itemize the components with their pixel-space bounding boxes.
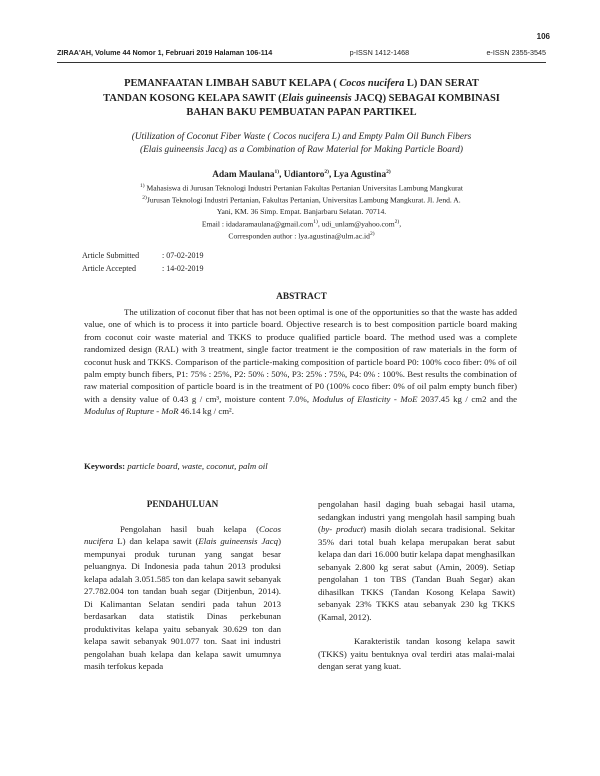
right-column bbox=[318, 498, 515, 673]
issn-print: p-ISSN 1412-1468 bbox=[349, 48, 410, 57]
submitted-row: Article Submitted : 07-02-2019 bbox=[82, 251, 204, 260]
affiliation-1: $^{1)}$ Mahasiswa di Jurusan Teknologi Industri Pertanian Fakultas Pertanian Universitas Lambung Mangkurat bbox=[139, 183, 463, 193]
email-line: Email : idadaramaulana@gmail.com$^{1)}$, udi_unlam@yahoo.com$^{2)}$, bbox=[201, 219, 402, 229]
intro-paragraph-1-cont: pengolahan hasil daging buah sebagai hasil utama, sedangkan industri yang mengolah hasil samping buah (by- product) masih diolah secara tradisional. Sekitar 35% dari total buah kelapa merupakan berat sabut kelapa dan dari 16.000 butir kelapa dapat menghasilkan sebanyak 2.800 kg serat sabut (Amin, 2009). Setiap pengolahan 1 ton TBS (Tandan Buah Segar) akan dihasilkan TKKS (Tandan Kosong Kelapa Sawit) sebanyak 23% TKKS atau sebanyak 230 kg TKKS (Kamal, 2012). bbox=[318, 499, 515, 622]
page-number: 106 bbox=[536, 32, 550, 41]
intro-paragraph-2: Karakteristik tandan kosong kelapa sawit (TKKS) yaitu bentuknya oval terdiri atas malai-malai dengan serat yang kuat. bbox=[318, 636, 515, 671]
abstract-heading: ABSTRACT bbox=[276, 292, 327, 302]
abstract-body: The utilization of coconut fiber that has not been optimal is one of the opportunities so that the waste has added value, one of which is to process it into particle board. Objective research is to best composition particle board making from coconut coir waste material and TKKS to produce qualified particle board. The method used was a complete randomized design (RAL) with 3 treatment, single factor treatment ie the composition of raw materials in the form of coconut husk and TKKS. Comparison of the particle-making composition of particle board P0: 100% coco fiber: 0% of oil palm empty bunch fibers, P1: 75% : 25%, P2: 50% : 50%, P3: 25% : 75%, P4: 0% : 100%. Best results the combination of raw material composition of particle board is in the treatment of P0 (100% coco fiber: 0% of oil palm empty bunch fiber) with a density value of 0.43 g / cm³, moisture content 7.0%, Modulus of Elasticity - MoE 2037.45 kg / cm2 and the Modulus of Rupture - MoR 46.14 kg / cm². bbox=[84, 307, 517, 417]
journal-citation: ZIRAA'AH, Volume 44 Nomor 1, Februari 2019 Halaman 106-114 bbox=[57, 48, 273, 57]
paper-title: PEMANFAATAN LIMBAH SABUT KELAPA ( Cocos nucifera L) DAN SERAT TANDAN KOSONG KELAPA SAWIT (Elais guineensis JACQ) SEBAGAI KOMBINASI BAHAN BAKU PEMBUATAN PAPAN PARTIKEL bbox=[103, 78, 500, 118]
intro-paragraph-1: Pengolahan hasil buah kelapa (Cocos nucifera L) dan kelapa sawit (Elais guineensis Jacq) mempunyai produk turunan yang sangat besar peluangnya. Di Indonesia pada tahun 2013 produksi kelapa adalah 3.051.585 ton dan kelapa sawit sebanyak 27.782.004 ton tandan buah segar (Ditjenbun, 2014). Di Kalimantan Selatan sendiri pada tahun 2013 berdasarkan data statistik Dinas perkebunan produktivitas kelapa yaitu sebanyak 30.629 ton dan kelapa sawit sebanyak 901.077 ton. Saat ini industri pengolahan buah kelapa dan kelapa sawit umumnya masih terfokus kepada bbox=[84, 523, 281, 671]
affiliation-2: $^{2)}$Jurusan Teknologi Industri Pertanian, Fakultas Pertanian, Universitas Lambung Mangkurat. Jl. Jend. A. Yani, KM. 36 Simp. Empat. Banjarbaru Selatan. 70714. bbox=[142, 195, 461, 217]
author-list: Adam Maulana$^{1)}$, Udiantoro$^{2)}$, Lya Agustina$^{2)}$ bbox=[212, 169, 391, 181]
running-header bbox=[57, 48, 546, 57]
article-dates bbox=[82, 250, 204, 275]
section-heading: PENDAHULUAN bbox=[146, 499, 219, 509]
accepted-row: Article Accepted : 14-02-2019 bbox=[82, 263, 204, 273]
english-title: (Utilization of Coconut Fiber Waste ( Cocos nucifera L) and Empty Palm Oil Bunch Fibers (Elais guineensis Jacq) as a Combination of Raw Material for Making Particle Board) bbox=[131, 132, 472, 155]
issn-online: e-ISSN 2355-3545 bbox=[486, 48, 546, 57]
left-column bbox=[84, 498, 281, 673]
corresponding-author: Corresponden author : $lya.agustina@ulm.ac.id^{2)}$ bbox=[228, 231, 375, 241]
keywords: Keywords: particle board, waste, coconut, palm oil bbox=[84, 461, 268, 471]
header-rule bbox=[57, 62, 546, 63]
